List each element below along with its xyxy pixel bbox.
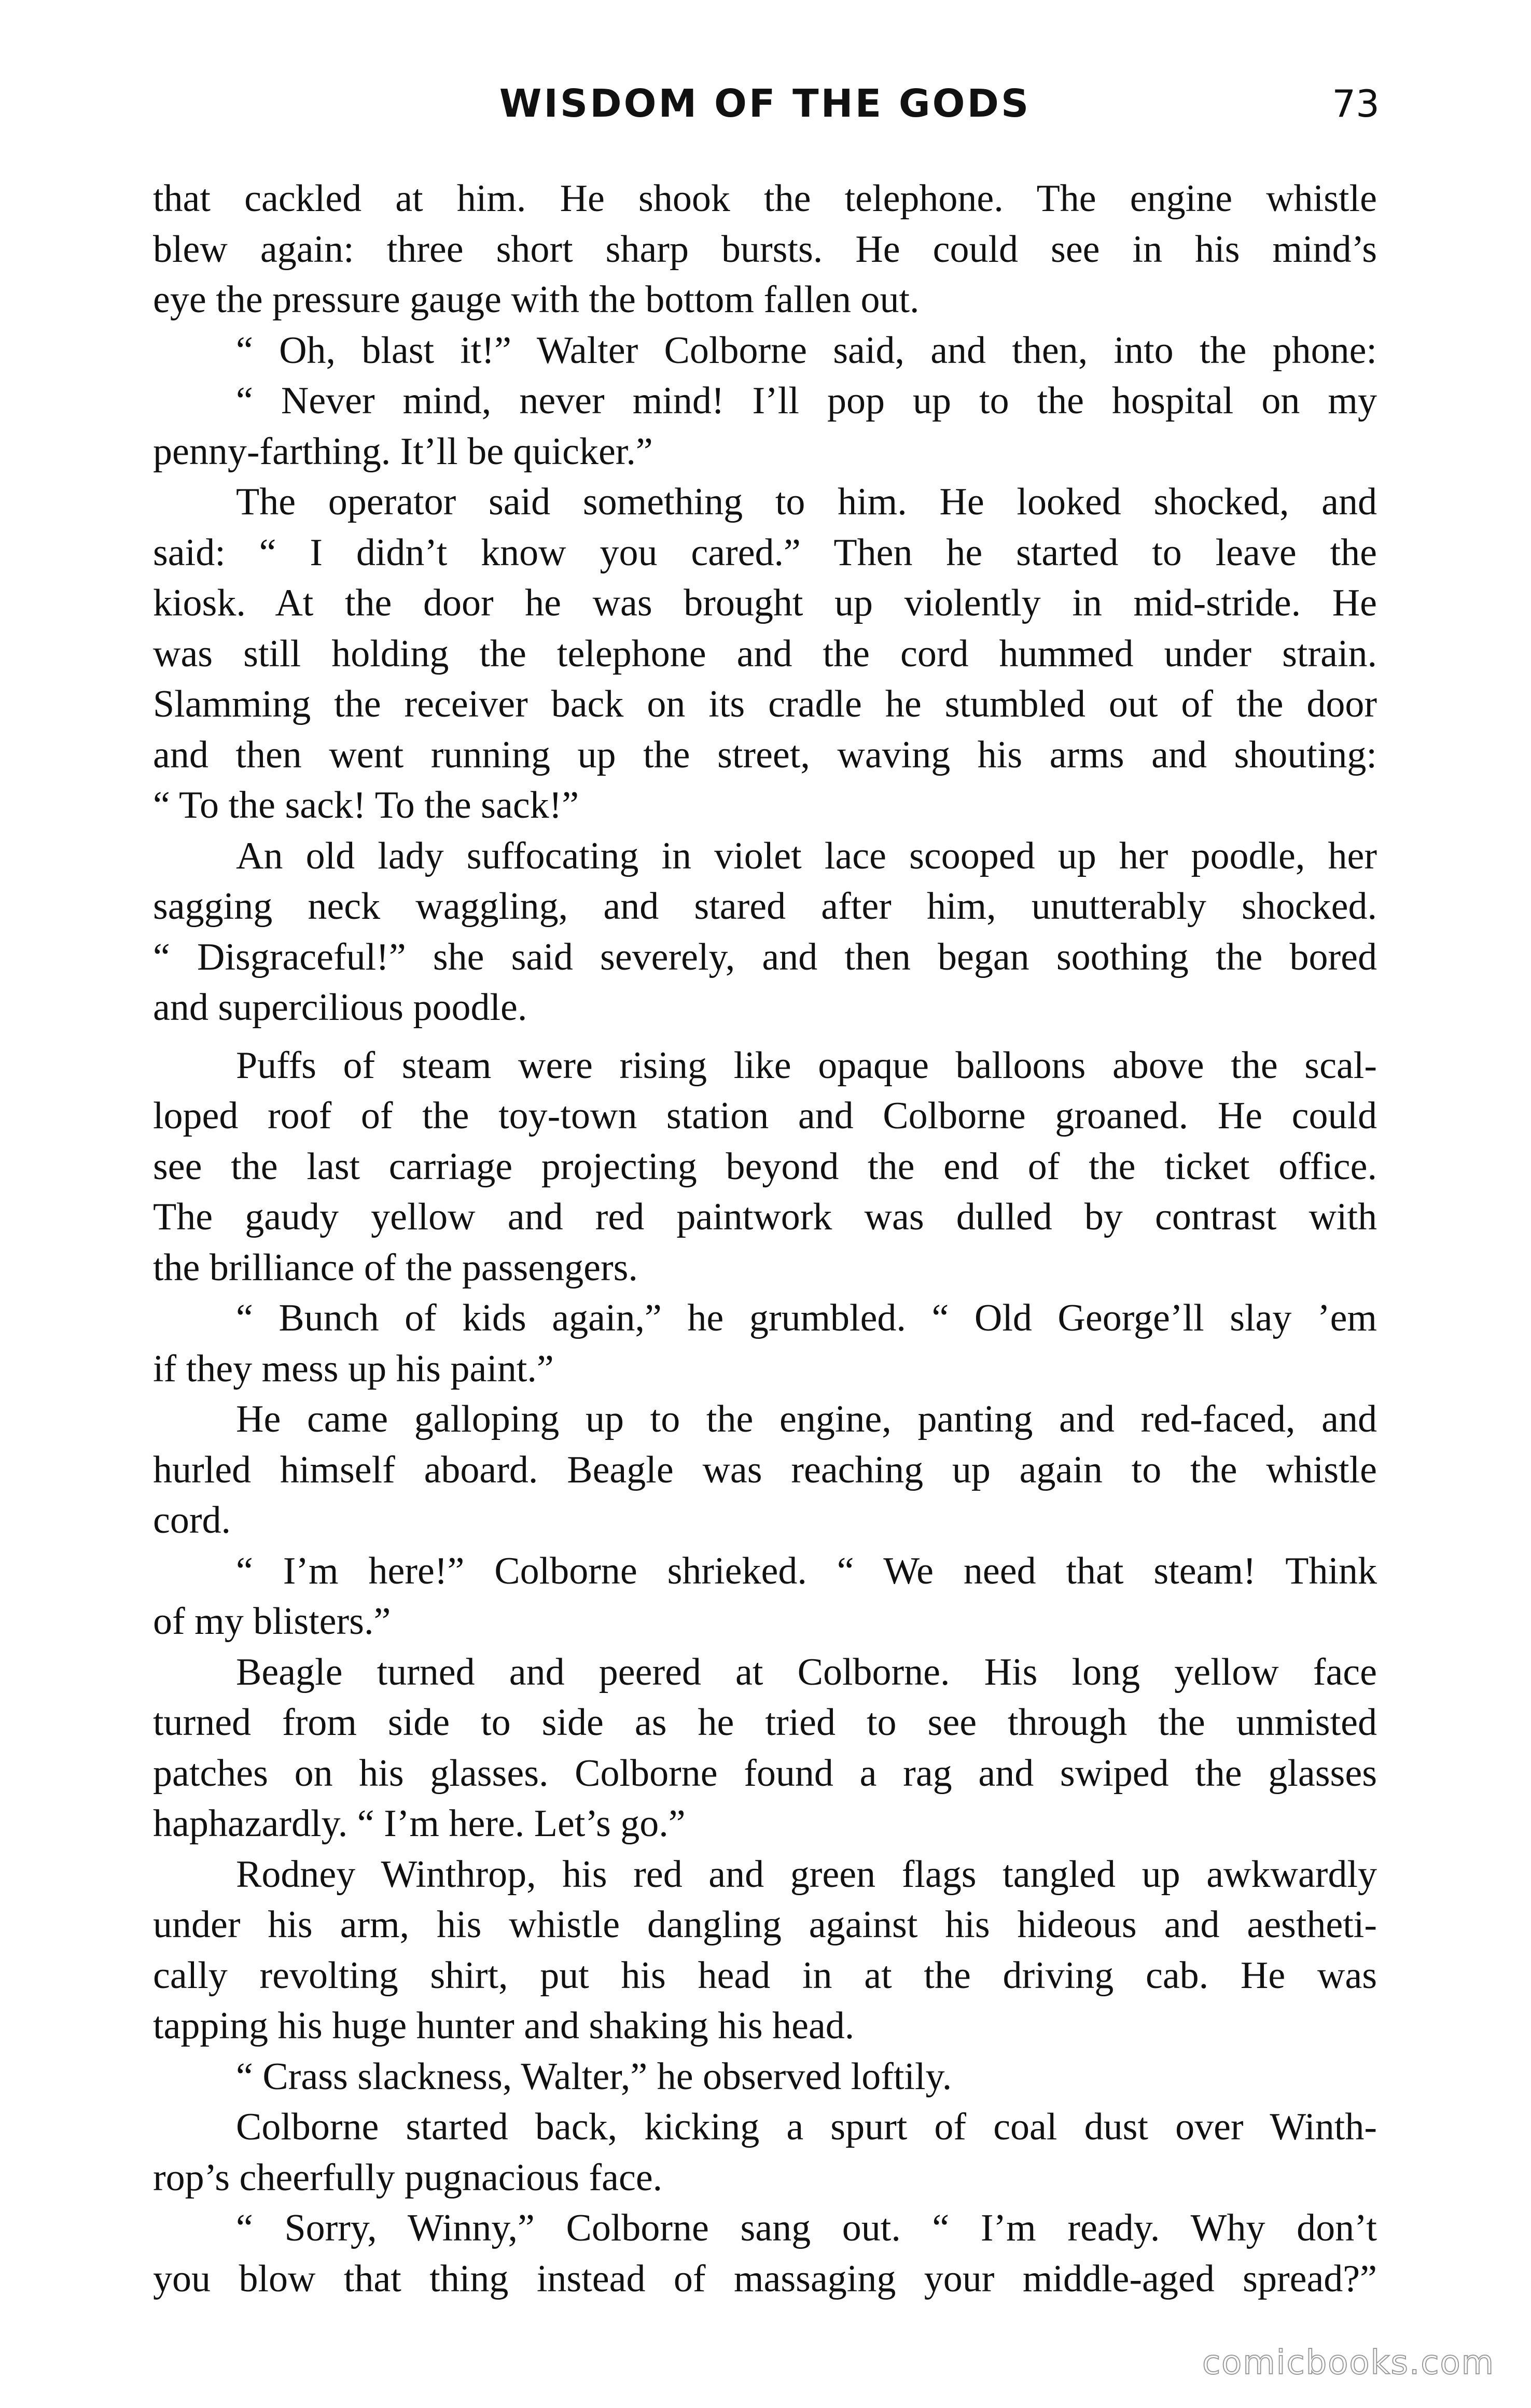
text-line: of my blisters.” [153,1600,391,1643]
text-line: rop’s cheerfully pugnacious face. [153,2156,663,2199]
text-line: hurled himself aboard. Beagle was reaching up again to the whistle [153,1448,1377,1491]
text-line: The gaudy yellow and red paintwork was dulled by contrast with [153,1196,1377,1238]
text-line: see the last carriage projecting beyond the end of the ticket office. [153,1145,1377,1188]
text-line: patches on his glasses. Colborne found a rag and swiped the glasses [153,1752,1377,1795]
text-line: Rodney Winthrop, his red and green flags tangled up awkwardly [236,1853,1377,1896]
text-line: “ Crass slackness, Walter,” he observed loftily. [236,2055,952,2098]
text-line: “ Bunch of kids again,” he grumbled. “ Old George’ll slay ’em [236,1297,1377,1339]
text-line: “ Never mind, never mind! I’ll pop up to the hospital on my [236,380,1377,422]
text-line: turned from side to side as he tried to see through the unmisted [153,1701,1377,1744]
text-line: Puffs of steam were rising like opaque balloons above the scal- [236,1044,1377,1087]
text-line: Beagle turned and peered at Colborne. His long yellow face [236,1650,1377,1693]
text-line: if they mess up his paint.” [153,1347,554,1390]
text-line: loped roof of the toy-town station and Colborne groaned. He could [153,1095,1377,1137]
text-line: and then went running up the street, waving his arms and shouting: [153,733,1377,776]
text-line: under his arm, his whistle dangling against his hideous and aestheti- [153,1903,1377,1946]
text-line: “ Sorry, Winny,” Colborne sang out. “ I’m ready. Why don’t [236,2207,1377,2249]
text-line: tapping his huge hunter and shaking his head. [153,2005,855,2047]
text-line: “ Oh, blast it!” Walter Colborne said, and then, into the phone: [236,329,1377,372]
page-number: 73 [1332,82,1380,125]
text-line: An old lady suffocating in violet lace scooped up her poodle, her [236,834,1377,877]
text-line: you blow that thing instead of massaging your middle-aged spread?” [153,2257,1377,2300]
text-line: Slamming the receiver back on its cradle he stumbled out of the door [153,683,1377,725]
text-line: haphazardly. “ I’m here. Let’s go.” [153,1802,686,1845]
text-line: The operator said something to him. He looked shocked, and [236,481,1377,523]
text-line: cord. [153,1499,231,1542]
text-line: said: “ I didn’t know you cared.” Then he started to leave the [153,531,1377,574]
text-line: “ To the sack! To the sack!” [153,784,579,827]
text-line: cally revolting shirt, put his head in at the driving cab. He was [153,1954,1377,1997]
text-line: “ I’m here!” Colborne shrieked. “ We need that steam! Think [236,1549,1377,1592]
text-line: “ Disgraceful!” she said severely, and then began soothing the bored [153,935,1377,978]
text-line: sagging neck waggling, and stared after him, unutterably shocked. [153,885,1377,928]
text-line: eye the pressure gauge with the bottom fallen out. [153,278,920,321]
text-line: the brilliance of the passengers. [153,1246,638,1289]
body-text [153,174,1377,2304]
text-line: penny-farthing. It’ll be quicker.” [153,430,653,473]
running-title: WISDOM OF THE GODS [499,81,1031,126]
text-line: Colborne started back, kicking a spurt of coal dust over Winth- [236,2106,1377,2148]
text-line: that cackled at him. He shook the telephone. The engine whistle [153,177,1377,220]
page-header [150,78,1380,130]
text-line: He came galloping up to the engine, panting and red-faced, and [236,1398,1377,1440]
text-line: was still holding the telephone and the cord hummed under strain. [153,632,1377,675]
text-line: and supercilious poodle. [153,986,527,1029]
watermark: comicbooks.com [1202,2344,1495,2382]
text-line: kiosk. At the door he was brought up violently in mid-stride. He [153,582,1377,624]
paragraph-gap [153,1033,1377,1041]
text-line: blew again: three short sharp bursts. He could see in his mind’s [153,228,1377,271]
